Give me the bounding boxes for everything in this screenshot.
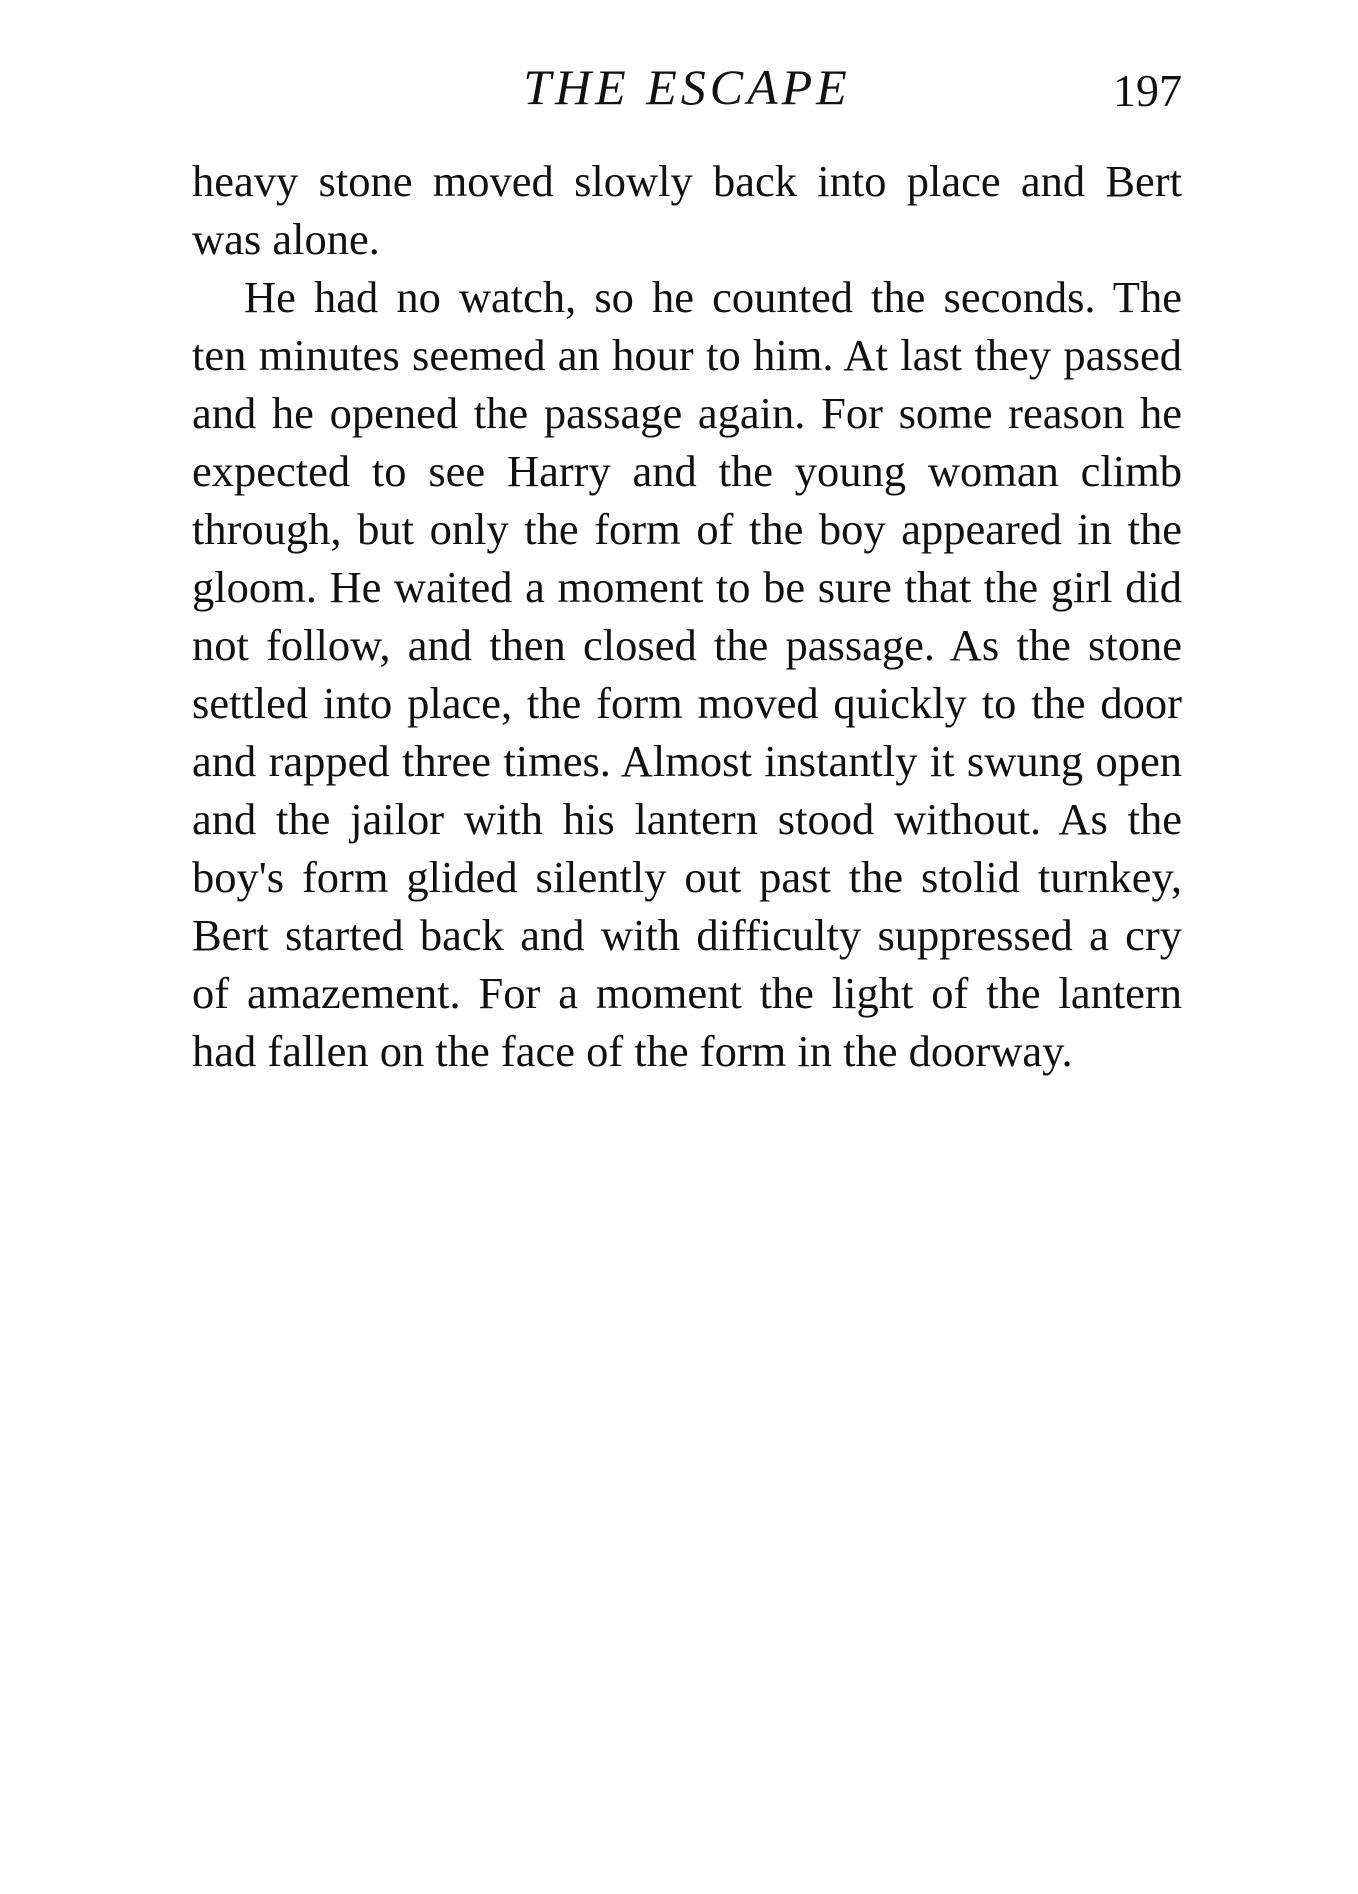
page-number: 197 bbox=[1113, 65, 1182, 116]
paragraph: He had no watch, so he counted the seconds. The ten minutes seemed an hour to him. At last they passed and he opened the passage again. For some reason he expected to see Harry and the young woman climb through, but only the form of the boy appeared in the gloom. He waited a moment to be sure that the girl did not follow, and then closed the passage. As the stone settled into place, the form moved quickly to the door and rapped three times. Almost instantly it swung open and the jailor with his lantern stood without. As the boy's form glided silently out past the stolid turnkey, Bert started back and with difficulty suppressed a cry of amazement. For a moment the light of the lantern had fallen on the face of the form in the doorway. bbox=[192, 272, 1182, 1076]
running-title: THE ESCAPE bbox=[523, 59, 851, 115]
paragraph-continuation: heavy stone moved slowly back into place and Bert was alone. bbox=[192, 156, 1182, 264]
running-head bbox=[192, 52, 1182, 122]
body-text bbox=[192, 152, 1182, 1080]
